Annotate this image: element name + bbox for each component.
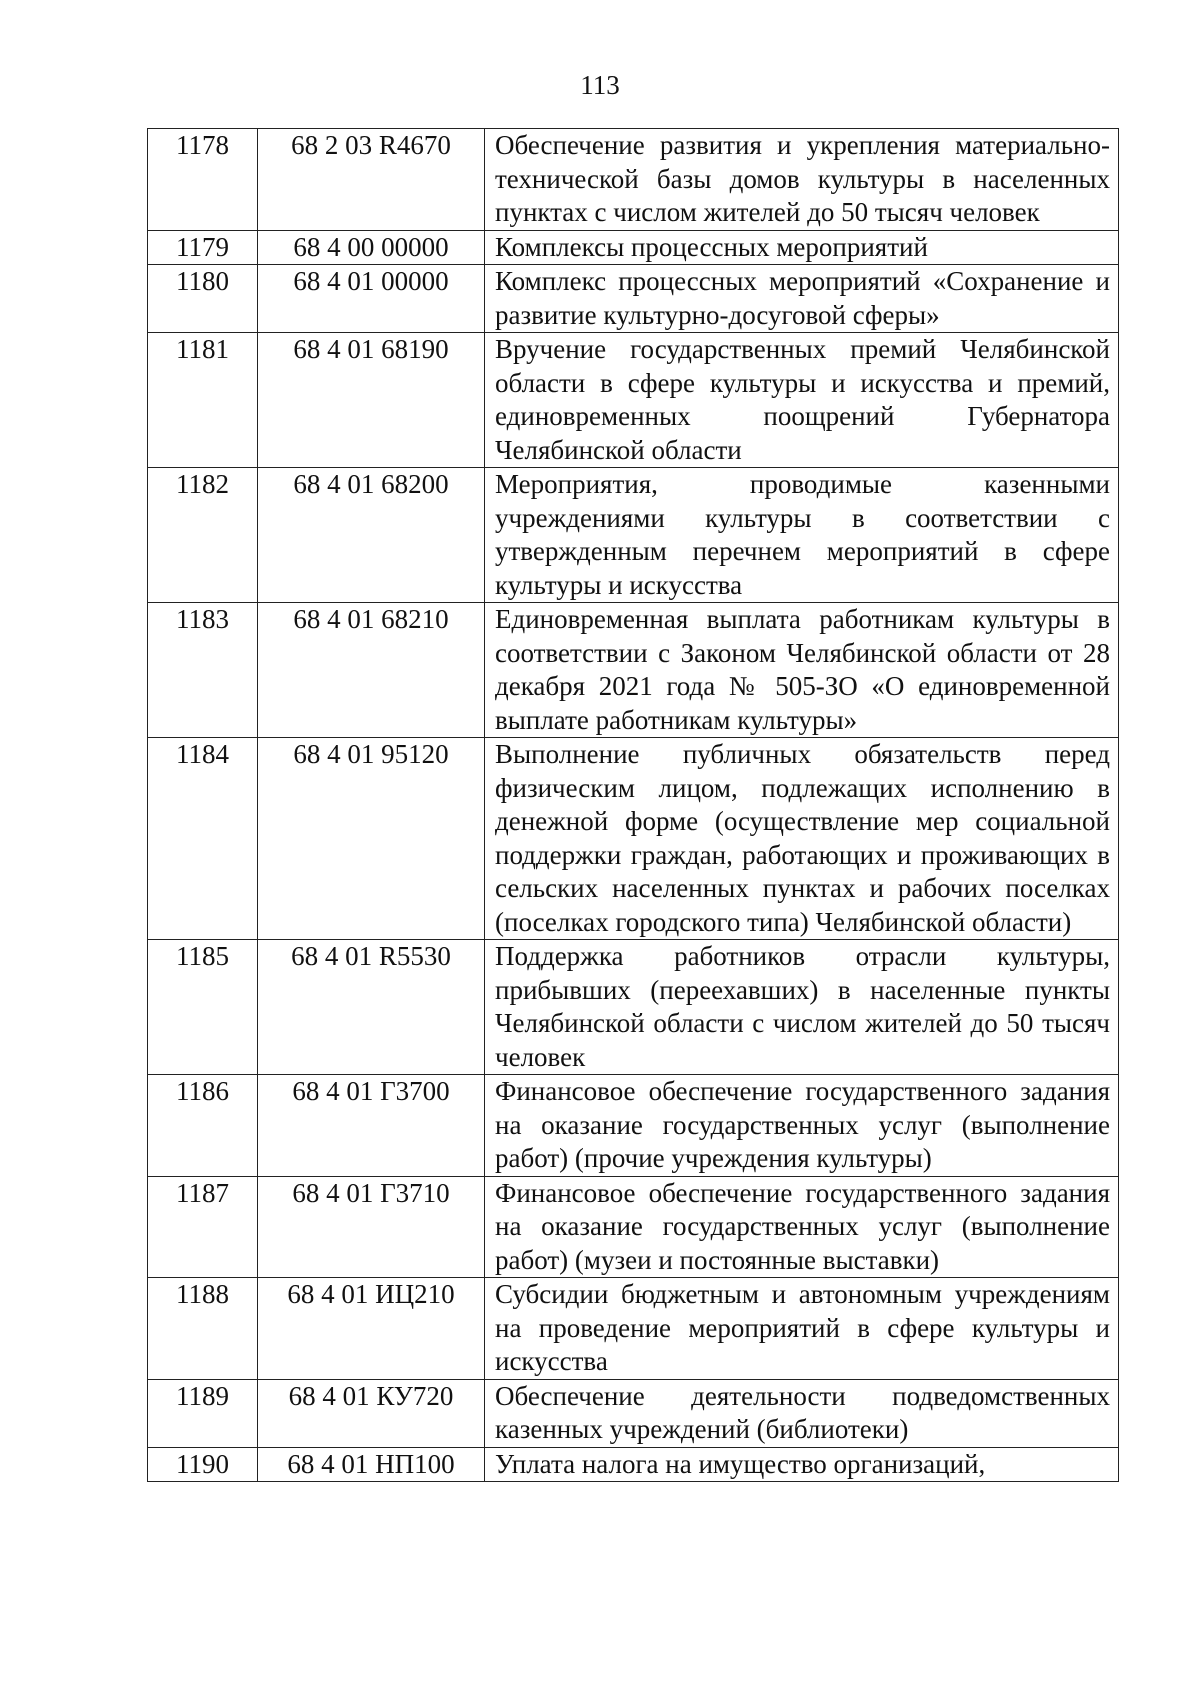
- table-row: [148, 1075, 1119, 1177]
- description-cell: Единовременная выплата работникам культуры в соответствии с Законом Челябинской области от 28 декабря 2021 года № 505-ЗО «О единовременной выплате работникам культуры»: [485, 603, 1119, 738]
- code-cell: 68 4 01 95120: [258, 738, 485, 940]
- description-cell: Вручение государственных премий Челябинской области в сфере культуры и искусства и премий, единовременных поощрений Губернатора Челябинской области: [485, 333, 1119, 468]
- code-cell: 68 4 01 ИЦ210: [258, 1278, 485, 1380]
- row-number-cell: 1188: [148, 1278, 258, 1380]
- description-cell: Комплексы процессных мероприятий: [485, 230, 1119, 265]
- table-row: [148, 1176, 1119, 1278]
- table-row: [148, 230, 1119, 265]
- description-cell: Финансовое обеспечение государственного задания на оказание государственных услуг (выполнение работ) (музеи и постоянные выставки): [485, 1176, 1119, 1278]
- row-number-cell: 1182: [148, 468, 258, 603]
- row-number-cell: 1181: [148, 333, 258, 468]
- code-cell: 68 4 01 68210: [258, 603, 485, 738]
- description-cell: Обеспечение развития и укрепления материально-технической базы домов культуры в населенных пунктах с числом жителей до 50 тысяч человек: [485, 129, 1119, 231]
- row-number-cell: 1183: [148, 603, 258, 738]
- table-row: [148, 1447, 1119, 1482]
- row-number-cell: 1180: [148, 265, 258, 333]
- table-row: [148, 940, 1119, 1075]
- row-number-cell: 1189: [148, 1379, 258, 1447]
- description-cell: Выполнение публичных обязательств перед физическим лицом, подлежащих исполнению в денежной форме (осуществление мер социальной поддержки граждан, работающих и проживающих в сельских населенных пунктах и рабочих поселках (поселках городского типа) Челябинской области): [485, 738, 1119, 940]
- code-cell: 68 4 01 Г3710: [258, 1176, 485, 1278]
- table-row: [148, 1379, 1119, 1447]
- table-row: [148, 265, 1119, 333]
- code-cell: 68 4 01 00000: [258, 265, 485, 333]
- code-cell: 68 4 01 НП100: [258, 1447, 485, 1482]
- code-cell: 68 4 01 КУ720: [258, 1379, 485, 1447]
- row-number-cell: 1190: [148, 1447, 258, 1482]
- description-cell: Обеспечение деятельности подведомственных казенных учреждений (библиотеки): [485, 1379, 1119, 1447]
- table-row: [148, 603, 1119, 738]
- row-number-cell: 1187: [148, 1176, 258, 1278]
- code-cell: 68 4 01 68200: [258, 468, 485, 603]
- description-cell: Поддержка работников отрасли культуры, прибывших (переехавших) в населенные пункты Челябинской области с числом жителей до 50 тысяч человек: [485, 940, 1119, 1075]
- description-cell: Уплата налога на имущество организаций,: [485, 1447, 1119, 1482]
- table-row: [148, 129, 1119, 231]
- row-number-cell: 1185: [148, 940, 258, 1075]
- table-row: [148, 333, 1119, 468]
- page-number: 113: [580, 70, 620, 100]
- description-cell: Финансовое обеспечение государственного задания на оказание государственных услуг (выполнение работ) (прочие учреждения культуры): [485, 1075, 1119, 1177]
- code-cell: 68 4 01 68190: [258, 333, 485, 468]
- description-cell: Комплекс процессных мероприятий «Сохранение и развитие культурно-досуговой сферы»: [485, 265, 1119, 333]
- table-row: [148, 1278, 1119, 1380]
- description-cell: Мероприятия, проводимые казенными учреждениями культуры в соответствии с утвержденным перечнем мероприятий в сфере культуры и искусства: [485, 468, 1119, 603]
- row-number-cell: 1184: [148, 738, 258, 940]
- row-number-cell: 1178: [148, 129, 258, 231]
- table-row: [148, 468, 1119, 603]
- row-number-cell: 1179: [148, 230, 258, 265]
- code-cell: 68 2 03 R4670: [258, 129, 485, 231]
- table-row: [148, 738, 1119, 940]
- budget-code-table: [147, 128, 1119, 1482]
- code-cell: 68 4 00 00000: [258, 230, 485, 265]
- code-cell: 68 4 01 Г3700: [258, 1075, 485, 1177]
- code-cell: 68 4 01 R5530: [258, 940, 485, 1075]
- description-cell: Субсидии бюджетным и автономным учреждениям на проведение мероприятий в сфере культуры и искусства: [485, 1278, 1119, 1380]
- row-number-cell: 1186: [148, 1075, 258, 1177]
